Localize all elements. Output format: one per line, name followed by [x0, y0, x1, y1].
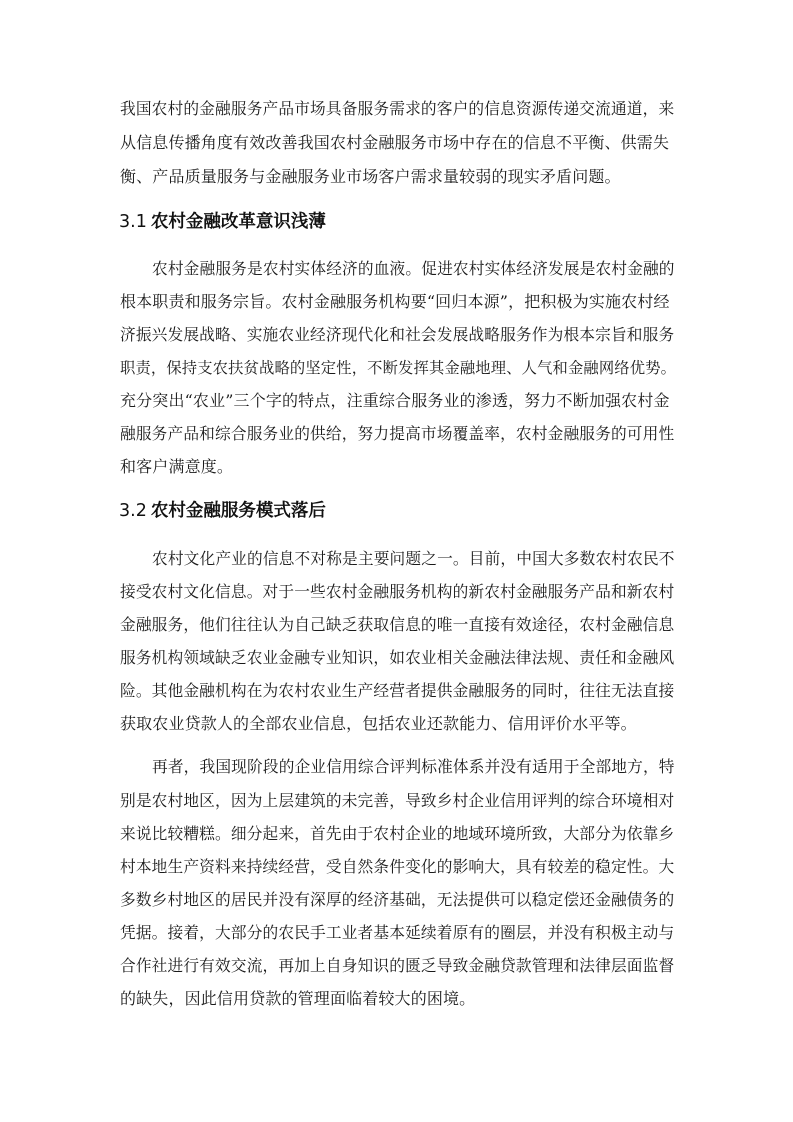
- s32-p2-line-7: 合作社进行有效交流，再加上自身知识的匮乏导致金融贷款管理和法律层面监督: [120, 956, 675, 975]
- s32-p2-line-5: 多数乡村地区的居民并没有深厚的经济基础，无法提供可以稳定偿还金融债务的: [120, 890, 675, 909]
- s32-p1-line-5: 险。其他金融机构在为农村农业生产经营者提供金融服务的同时，往往无法直接: [120, 681, 675, 700]
- section-3-1-number: 3.1: [119, 212, 147, 232]
- intro-line-1: 我国农村的金融服务产品市场具备服务需求的客户的信息资源传递交流通道，来: [120, 99, 675, 118]
- s31-line-2: 根本职责和服务宗旨。农村金融服务机构要“回归本源”，把积极为实施农村经: [120, 292, 670, 311]
- s31-line-6: 融服务产品和综合服务业的供给，努力提高市场覆盖率，农村金融服务的可用性: [120, 424, 675, 443]
- s32-p1-line-6: 获取农业贷款人的全部农业信息，包括农业还款能力、信用评价水平等。: [120, 714, 637, 733]
- s32-p2-line-6: 凭据。接着，大部分的农民手工业者基本延续着原有的圈层，并没有积极主动与: [120, 923, 675, 942]
- intro-line-2: 从信息传播角度有效改善我国农村金融服务市场中存在的信息不平衡、供需失: [120, 133, 670, 152]
- s32-p2-line-2: 别是农村地区，因为上层建筑的未完善，导致乡村企业信用评判的综合环境相对: [120, 791, 675, 810]
- s32-p1-line-1: 农村文化产业的信息不对称是主要问题之一。目前，中国大多数农村农民不: [152, 549, 675, 568]
- s32-p1-line-3: 金融服务，他们往往认为自己缺乏获取信息的唯一直接有效途径，农村金融信息: [120, 615, 675, 634]
- s31-line-5: 充分突出“农业”三个字的特点，注重综合服务业的渗透，努力不断加强农村金: [120, 391, 670, 410]
- s32-p2-line-8: 的缺失，因此信用贷款的管理面临着较大的困境。: [120, 989, 476, 1008]
- s31-line-1: 农村金融服务是农村实体经济的血液。促进农村实体经济发展是农村金融的: [152, 259, 675, 278]
- s31-line-4: 职责，保持支农扶贫战略的坚定性，不断发挥其金融地理、人气和金融网络优势。: [120, 359, 677, 377]
- section-3-2-heading: [119, 499, 326, 523]
- s32-p1-line-2: 接受农村文化信息。对于一些农村金融服务机构的新农村金融服务产品和新农村: [120, 582, 675, 601]
- s32-p1-line-4: 服务机构领域缺乏农业金融专业知识，如农业相关金融法律法规、责任和金融风: [120, 648, 675, 667]
- s31-line-7: 和客户满意度。: [120, 457, 234, 476]
- section-3-1-title: 农村金融改革意识浅薄: [150, 212, 326, 232]
- s31-line-3: 济振兴发展战略、实施农业经济现代化和社会发展战略服务作为根本宗旨和服务: [120, 325, 675, 344]
- s32-p2-line-4: 村本地生产资料来持续经营，受自然条件变化的影响大，具有较差的稳定性。大: [120, 857, 675, 876]
- section-3-2-number: 3.2: [119, 501, 147, 521]
- section-3-2-title: 农村金融服务模式落后: [150, 501, 326, 521]
- s32-p2-line-3: 来说比较糟糕。细分起来，首先由于农村企业的地域环境所致，大部分为依靠乡: [120, 824, 675, 843]
- section-3-1-heading: [119, 210, 326, 234]
- s32-p2-line-1: 再者，我国现阶段的企业信用综合评判标准体系并没有适用于全部地方，特: [152, 757, 675, 776]
- intro-line-3: 衡、产品质量服务与金融服务业市场客户需求量较弱的现实矛盾问题。: [120, 167, 621, 186]
